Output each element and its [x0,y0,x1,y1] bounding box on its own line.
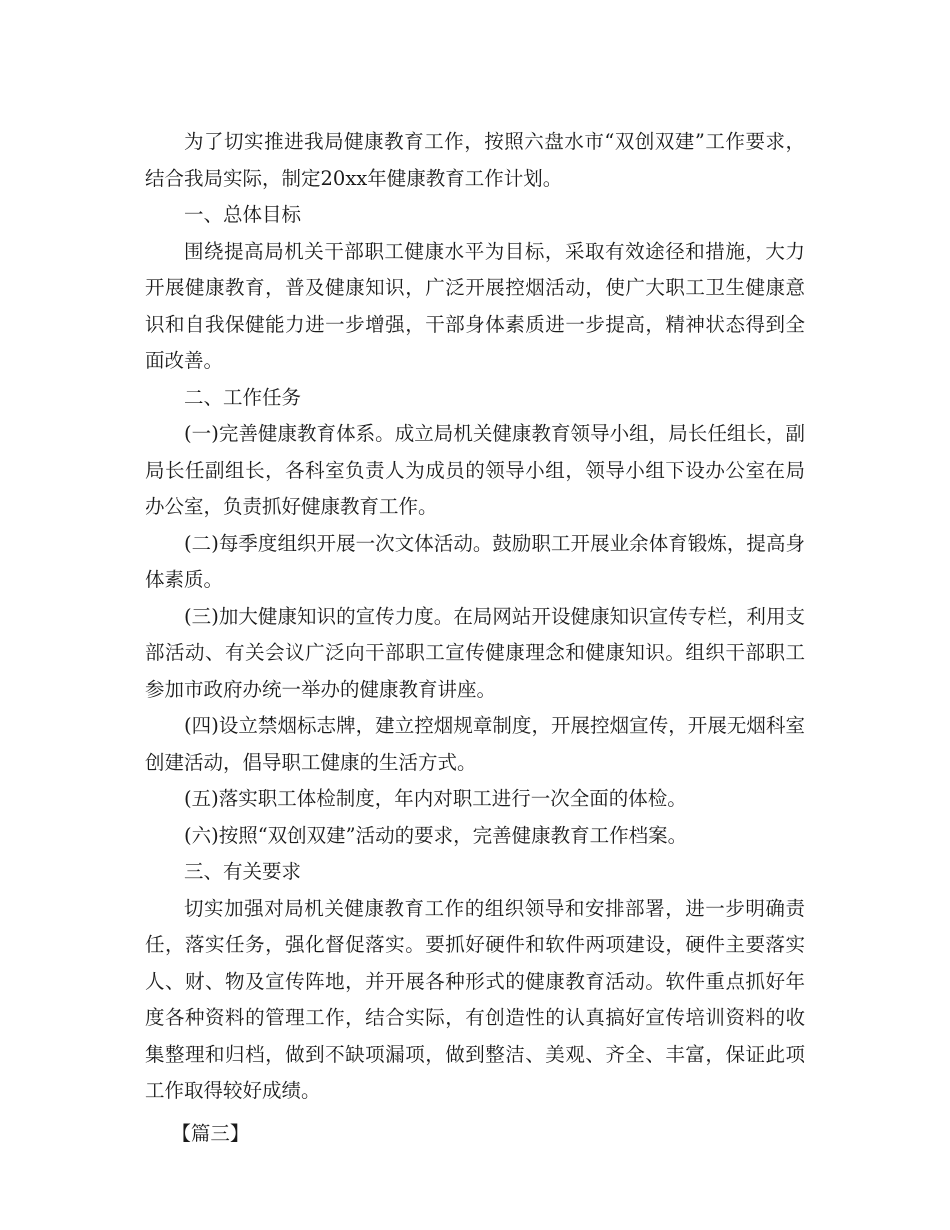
heading-overall-goal: 一、总体目标 [184,203,302,226]
paragraph-task-5: (五)落实职工体检制度，年内对职工进行一次全面的体检。 [184,787,687,810]
paragraph-task-6: (六)按照“双创双建”活动的要求，完善健康教育工作档案。 [184,823,688,847]
paragraph-requirements: 切实加强对局机关健康教育工作的组织领导和安排部署，进一步明确责任，落实任务，强化督促落实。要抓好硬件和软件两项建设，硬件主要落实人、财、物及宣传阵地，并开展各种形式的健康教育活动。软件重点抓好年度各种资料的管理工作，结合实际，有创造性的认真搞好宣传培训资料的收集整理和归档，做到不缺项漏项，做到整洁、美观、齐全、丰富，保证此项工作取得较好成绩。 [145,896,805,1102]
heading-requirements: 三、有关要求 [184,860,302,883]
document-body [145,124,805,1152]
paragraph-task-4: (四)设立禁烟标志牌，建立控烟规章制度，开展控烟宣传，开展无烟科室创建活动，倡导职工健康的生活方式。 [145,714,805,774]
paragraph-goal: 围绕提高局机关干部职工健康水平为目标，采取有效途径和措施，大力开展健康教育，普及健康知识，广泛开展控烟活动，使广大职工卫生健康意识和自我保健能力进一步增强，干部身体素质进一步提高，精神状态得到全面改善。 [145,239,805,372]
section-mark-part-three: 【篇三】 [171,1121,250,1145]
paragraph-intro: 为了切实推进我局健康教育工作，按照六盘水市“双创双建”工作要求，结合我局实际，制定20xx年健康教育工作计划。 [145,130,805,190]
heading-work-tasks: 二、工作任务 [184,385,302,409]
paragraph-task-3: (三)加大健康知识的宣传力度。在局网站开设健康知识宣传专栏，利用支部活动、有关会议广泛向干部职工宣传健康理念和健康知识。组织干部职工参加市政府办统一举办的健康教育讲座。 [145,604,805,701]
paragraph-task-2: (二)每季度组织开展一次文体活动。鼓励职工开展业余体育锻炼，提高身体素质。 [145,531,805,591]
paragraph-task-1: (一)完善健康教育体系。成立局机关健康教育领导小组，局长任组长，副局长任副组长，各科室负责人为成员的领导小组，领导小组下设办公室在局办公室，负责抓好健康教育工作。 [145,422,805,518]
